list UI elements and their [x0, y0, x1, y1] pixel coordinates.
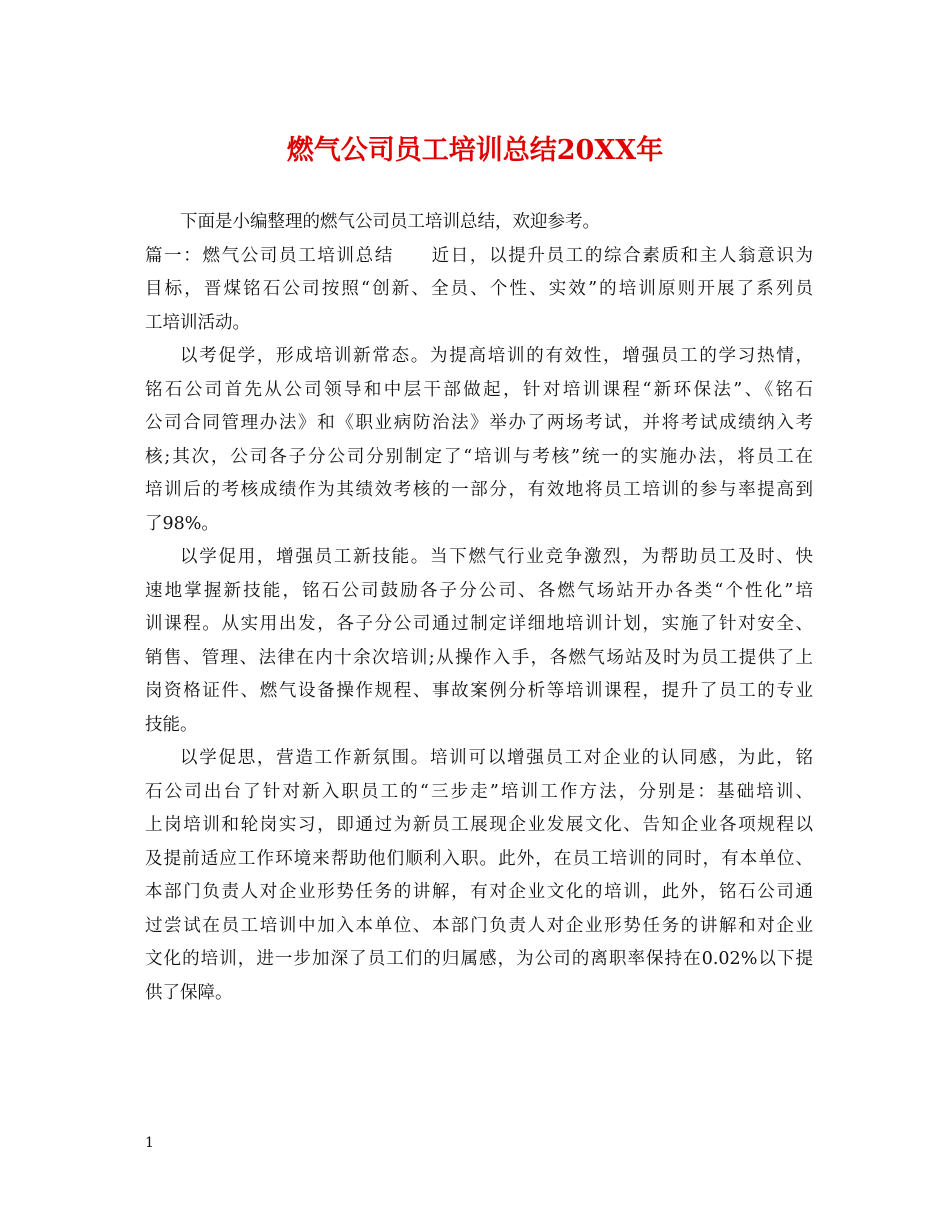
paragraph-line: 销售、管理、法律在内十余次培训;从操作入手，各燃气场站及时为员工提供了上 [145, 647, 813, 668]
section-heading-line [145, 240, 813, 274]
paragraph-line: 了98%。 [145, 513, 219, 534]
paragraph-line: 过尝试在员工培训中加入本单位、本部门负责人对企业形势任务的讲解和对企业 [145, 915, 813, 936]
paragraph-line: 以学促思，营造工作新氛围。培训可以增强员工对企业的认同感，为此，铭 [180, 748, 813, 768]
section-heading: 篇一：燃气公司员工培训总结 [145, 245, 394, 266]
paragraph-line: 目标，晋煤铭石公司按照“创新、全员、个性、实效”的培训原则开展了系列员 [145, 279, 813, 299]
paragraph-line: 铭石公司首先从公司领导和中层干部做起，针对培训课程“新环保法”、《铭石 [145, 379, 813, 400]
paragraph-line: 近日，以提升员工的综合素质和主人翁意识为 [429, 245, 813, 266]
paragraph-line: 以考促学，形成培训新常态。为提高培训的有效性，增强员工的学习热情， [180, 346, 813, 366]
document-body [145, 206, 813, 1010]
paragraph-line: 技能。 [145, 714, 198, 735]
paragraph-line: 石公司出台了针对新入职员工的“三步走”培训工作方法，分别是：基础培训、 [145, 781, 813, 802]
paragraph-line: 上岗培训和轮岗实习，即通过为新员工展现企业发展文化、告知企业各项规程以 [145, 815, 813, 835]
page-title: 燃气公司员工培训总结20XX年 [286, 135, 664, 166]
paragraph-line: 以学促用，增强员工新技能。当下燃气行业竞争激烈，为帮助员工及时、快 [180, 547, 813, 567]
paragraph-line: 岗资格证件、燃气设备操作规程、事故案例分析等培训课程，提升了员工的专业 [145, 681, 813, 701]
paragraph-line: 速地掌握新技能，铭石公司鼓励各子分公司、各燃气场站开办各类“个性化”培 [145, 580, 813, 601]
paragraph-line: 工培训活动。 [145, 312, 250, 333]
paragraph-line: 培训后的考核成绩作为其绩效考核的一部分，有效地将员工培训的参与率提高到 [145, 480, 813, 500]
paragraph-line: 供了保障。 [145, 982, 233, 1003]
paragraph-line: 核;其次，公司各子分公司分别制定了“培训与考核”统一的实施办法，将员工在 [145, 446, 813, 467]
paragraph-line: 文化的培训，进一步加深了员工们的归属感，为公司的离职率保持在0.02%以下提 [145, 949, 813, 969]
paragraph-line: 及提前适应工作环境来帮助他们顺利入职。此外，在员工培训的同时，有本单位、 [145, 848, 813, 869]
intro-line: 下面是小编整理的燃气公司员工培训总结，欢迎参考。 [180, 212, 600, 232]
paragraph-line: 本部门负责人对企业形势任务的讲解，有对企业文化的培训，此外，铭石公司通 [145, 882, 813, 902]
paragraph-line: 训课程。从实用出发，各子分公司通过制定详细地培训计划，实施了针对安全、 [145, 614, 813, 634]
page-number: 1 [145, 1135, 154, 1151]
paragraph-line: 公司合同管理办法》和《职业病防治法》举办了两场考试，并将考试成绩纳入考 [145, 413, 813, 433]
